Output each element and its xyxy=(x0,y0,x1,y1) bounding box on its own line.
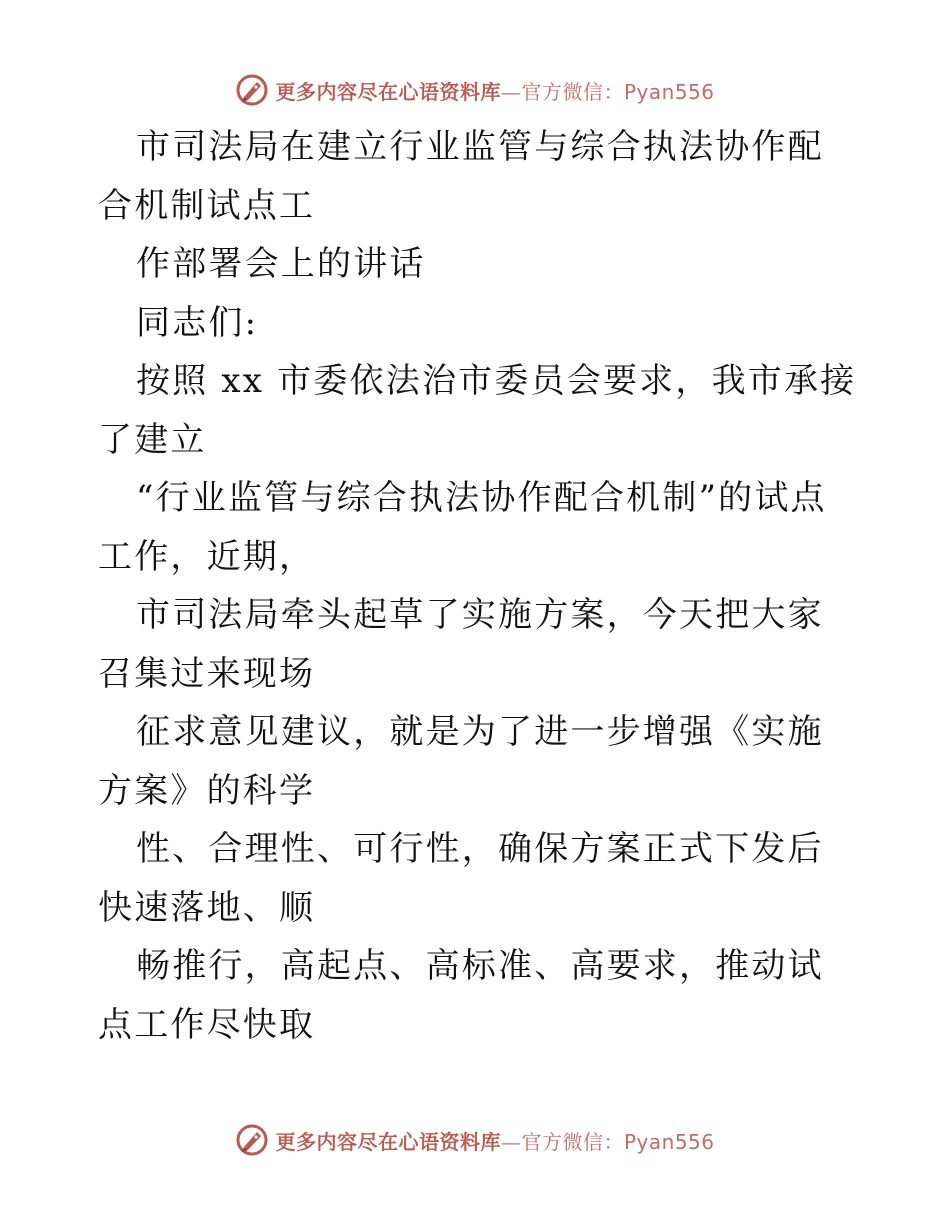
watermark-text: 更多内容尽在心语资料库—官方微信：Pyan556 xyxy=(275,79,715,104)
paragraph: 同志们: xyxy=(136,302,259,343)
paragraph: “行业监管与综合执法协作配合机制”的试点工作，近期， xyxy=(98,478,827,577)
paragraph: 作部署会上的讲话 xyxy=(136,244,426,284)
footer-watermark xyxy=(0,1120,950,1160)
pen-nib-logo-icon xyxy=(235,73,269,107)
paragraph: 征求意见建议，就是为了进一步增强《实施方案》的科学 xyxy=(98,712,824,811)
paragraph: 性、合理性、可行性，确保方案正式下发后快速落地、顺 xyxy=(98,829,824,928)
pen-nib-logo-icon xyxy=(235,1123,269,1157)
header-watermark xyxy=(0,70,950,110)
paragraph: 市司法局牵头起草了实施方案，今天把大家召集过来现场 xyxy=(98,595,824,694)
paragraph: 畅推行，高起点、高标准、高要求，推动试点工作尽快取 xyxy=(98,946,824,1045)
document-body xyxy=(98,118,858,1054)
paragraph: 按照 xx 市委依法治市委员会要求，我市承接了建立 xyxy=(98,361,857,460)
paragraph: 市司法局在建立行业监管与综合执法协作配合机制试点工 xyxy=(98,127,824,226)
watermark-text: 更多内容尽在心语资料库—官方微信：Pyan556 xyxy=(275,1129,715,1154)
